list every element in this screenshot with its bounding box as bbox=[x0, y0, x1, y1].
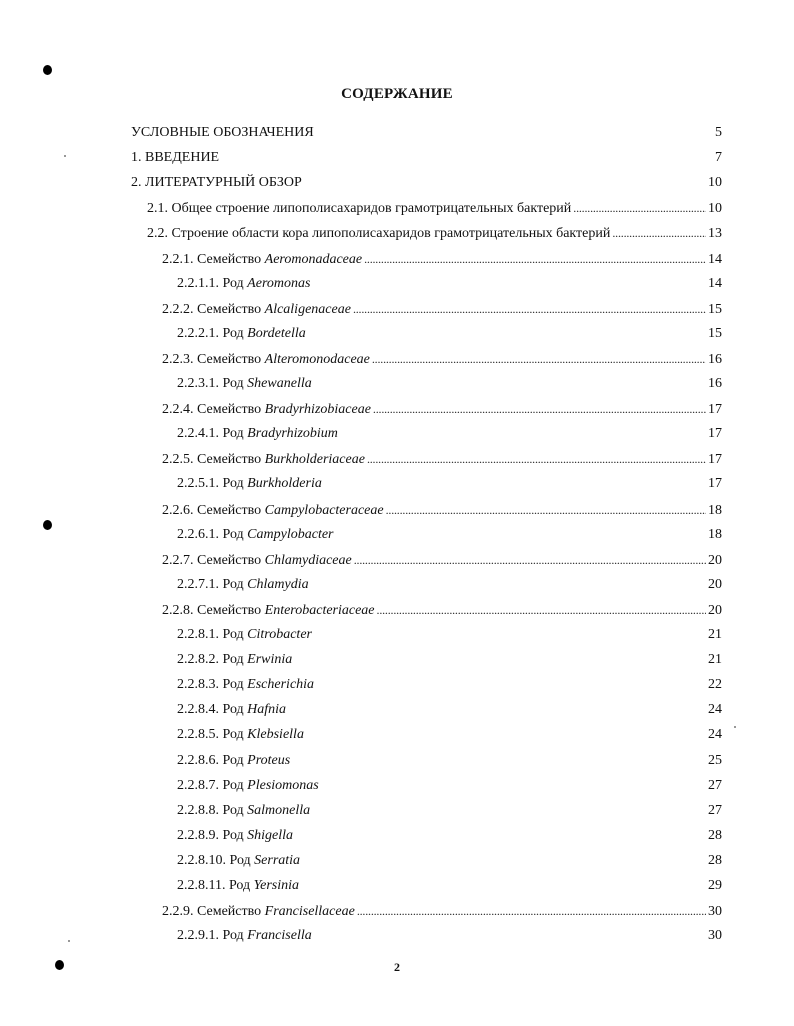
toc-entry bbox=[177, 926, 722, 946]
toc-entry-title: 2.2.4. Семейство Bradyrhizobiaceae bbox=[162, 402, 371, 417]
toc-entry bbox=[162, 349, 722, 369]
toc-entry bbox=[177, 776, 722, 796]
toc-entry-page: 20 bbox=[708, 577, 722, 592]
toc-entry-page: 22 bbox=[708, 677, 722, 692]
toc-entry-page: 24 bbox=[708, 702, 722, 717]
toc-entry-title: 2.2.9.1. Род Francisella bbox=[177, 928, 312, 943]
toc-entry bbox=[177, 575, 722, 595]
toc-entry-title: 2.2.1. Семейство Aeromonadaceae bbox=[162, 252, 363, 267]
toc-entry-title: 2.2.3.1. Род Shewanella bbox=[177, 376, 312, 391]
toc-entry-title: 2.2.6. Семейство Campylobacteraceae bbox=[162, 503, 384, 518]
toc-entry-title: 2.2.8.6. Род Proteus bbox=[177, 753, 291, 768]
toc-entry-page: 18 bbox=[708, 503, 722, 518]
toc-entry bbox=[177, 826, 722, 846]
toc-entry bbox=[177, 700, 722, 720]
scan-speck bbox=[734, 726, 736, 728]
toc-entry-page: 10 bbox=[708, 201, 722, 216]
toc-entry-page: 30 bbox=[708, 904, 722, 919]
scan-speck bbox=[68, 940, 70, 942]
toc-entry bbox=[177, 525, 722, 545]
dot-leader bbox=[573, 198, 706, 218]
toc-entry-title: 2.2.7.1. Род Chlamydia bbox=[177, 577, 309, 592]
dot-leader bbox=[357, 901, 706, 921]
toc-entry bbox=[177, 876, 722, 896]
toc-entry bbox=[147, 223, 722, 243]
toc-entry bbox=[177, 474, 722, 494]
toc-entry bbox=[162, 299, 722, 319]
toc-entry-page: 15 bbox=[708, 302, 722, 317]
punch-hole-mark bbox=[43, 520, 52, 530]
dot-leader bbox=[377, 600, 706, 620]
toc-entry-page: 17 bbox=[708, 452, 722, 467]
toc-entry-page: 10 bbox=[708, 175, 722, 190]
toc-entry-title: 2.2.8.7. Род Plesiomonas bbox=[177, 778, 319, 793]
toc-entry bbox=[162, 500, 722, 520]
toc-entry bbox=[162, 901, 722, 921]
dot-leader bbox=[364, 249, 706, 269]
toc-entry-page: 21 bbox=[708, 627, 722, 642]
toc-entry bbox=[162, 399, 722, 419]
toc-entry-page: 25 bbox=[708, 753, 722, 768]
toc-entry-page: 21 bbox=[708, 652, 722, 667]
toc-entry-title: 2.1. Общее строение липополисахаридов грамотрицательных бактерий bbox=[147, 201, 572, 216]
toc-entry-page: 17 bbox=[708, 402, 722, 417]
toc-entry-title: 2.2.8.9. Род Shigella bbox=[177, 828, 294, 843]
toc-entry-page: 17 bbox=[708, 426, 722, 441]
toc-entry-page: 27 bbox=[708, 778, 722, 793]
toc-entry-title: 2.2.8.8. Род Salmonella bbox=[177, 803, 311, 818]
toc-entry-title: 2.2.9. Семейство Francisellaceae bbox=[162, 904, 355, 919]
dot-leader bbox=[354, 550, 706, 570]
toc-entry-title: 2.2.6.1. Род Campylobacter bbox=[177, 527, 334, 542]
toc-entry bbox=[177, 274, 722, 294]
toc-entry bbox=[162, 550, 722, 570]
toc-entry-page: 15 bbox=[708, 326, 722, 341]
dot-leader bbox=[612, 223, 706, 243]
toc-entry bbox=[162, 600, 722, 620]
dot-leader bbox=[386, 500, 706, 520]
toc-entry-title: 2.2.8.4. Род Hafnia bbox=[177, 702, 287, 717]
dot-leader bbox=[372, 349, 706, 369]
toc-entry-title: 2.2.4.1. Род Bradyrhizobium bbox=[177, 426, 338, 441]
scan-speck bbox=[64, 155, 66, 157]
toc-entry-title: УСЛОВНЫЕ ОБОЗНАЧЕНИЯ bbox=[131, 125, 314, 140]
toc-entry-page: 7 bbox=[715, 150, 722, 165]
toc-entry-page: 18 bbox=[708, 527, 722, 542]
toc-entry-title: 2.2. Строение области кора липополисахаридов грамотрицательных бактерий bbox=[147, 226, 611, 241]
toc-entry bbox=[177, 650, 722, 670]
toc-entry-title: 2.2.1.1. Род Aeromonas bbox=[177, 276, 311, 291]
toc-entry-title: 2.2.7. Семейство Chlamydiaceae bbox=[162, 553, 352, 568]
toc-entry-page: 29 bbox=[708, 878, 722, 893]
toc-entry bbox=[177, 851, 722, 871]
punch-hole-mark bbox=[43, 65, 52, 75]
toc-entry bbox=[131, 123, 722, 143]
toc-entry-title: 2. ЛИТЕРАТУРНЫЙ ОБЗОР bbox=[131, 175, 302, 190]
toc-entry bbox=[177, 625, 722, 645]
toc-entry-title: 2.2.8. Семейство Enterobacteriaceae bbox=[162, 603, 375, 618]
toc-entry bbox=[177, 324, 722, 344]
page-number: 2 bbox=[394, 960, 400, 974]
dot-leader bbox=[373, 399, 706, 419]
toc-entry-title: 2.2.3. Семейство Alteromonodaceae bbox=[162, 352, 370, 367]
toc-entry bbox=[177, 424, 722, 444]
toc-entry-title: 1. ВВЕДЕНИЕ bbox=[131, 150, 220, 165]
toc-entry-title: 2.2.8.11. Род Yersinia bbox=[177, 878, 300, 893]
toc-entry-title: 2.2.8.3. Род Escherichia bbox=[177, 677, 315, 692]
dot-leader bbox=[353, 299, 706, 319]
toc-entry-page: 14 bbox=[708, 252, 722, 267]
page-title: СОДЕРЖАНИЕ bbox=[341, 86, 453, 102]
toc-entry bbox=[177, 675, 722, 695]
toc-entry-title: 2.2.5.1. Род Burkholderia bbox=[177, 476, 322, 491]
toc-entry-page: 16 bbox=[708, 376, 722, 391]
toc-entry-title: 2.2.5. Семейство Burkholderiaceae bbox=[162, 452, 365, 467]
toc-entry-page: 13 bbox=[708, 226, 722, 241]
toc-entry-page: 5 bbox=[715, 125, 722, 140]
dot-leader bbox=[367, 449, 706, 469]
toc-entry-title: 2.2.8.2. Род Erwinia bbox=[177, 652, 293, 667]
toc-entry bbox=[162, 449, 722, 469]
toc-entry-page: 14 bbox=[708, 276, 722, 291]
toc-entry bbox=[177, 725, 722, 745]
toc-entry bbox=[131, 148, 722, 168]
toc-entry bbox=[131, 173, 722, 193]
toc-entry-page: 20 bbox=[708, 553, 722, 568]
toc-entry-page: 28 bbox=[708, 853, 722, 868]
toc-entry-title: 2.2.8.5. Род Klebsiella bbox=[177, 727, 304, 742]
toc-entry-page: 30 bbox=[708, 928, 722, 943]
toc-entry-page: 28 bbox=[708, 828, 722, 843]
toc-entry bbox=[147, 198, 722, 218]
toc-entry bbox=[162, 249, 722, 269]
toc-entry bbox=[177, 751, 722, 771]
toc-entry-page: 27 bbox=[708, 803, 722, 818]
toc-entry-page: 24 bbox=[708, 727, 722, 742]
toc-entry bbox=[177, 374, 722, 394]
toc-entry-title: 2.2.8.1. Род Citrobacter bbox=[177, 627, 312, 642]
toc-entry-page: 16 bbox=[708, 352, 722, 367]
toc-entry-title: 2.2.2. Семейство Alcaligenaceae bbox=[162, 302, 351, 317]
toc-entry-title: 2.2.2.1. Род Bordetella bbox=[177, 326, 306, 341]
toc-entry-page: 20 bbox=[708, 603, 722, 618]
toc-entry-page: 17 bbox=[708, 476, 722, 491]
toc-entry bbox=[177, 801, 722, 821]
toc-entry-title: 2.2.8.10. Род Serratia bbox=[177, 853, 301, 868]
